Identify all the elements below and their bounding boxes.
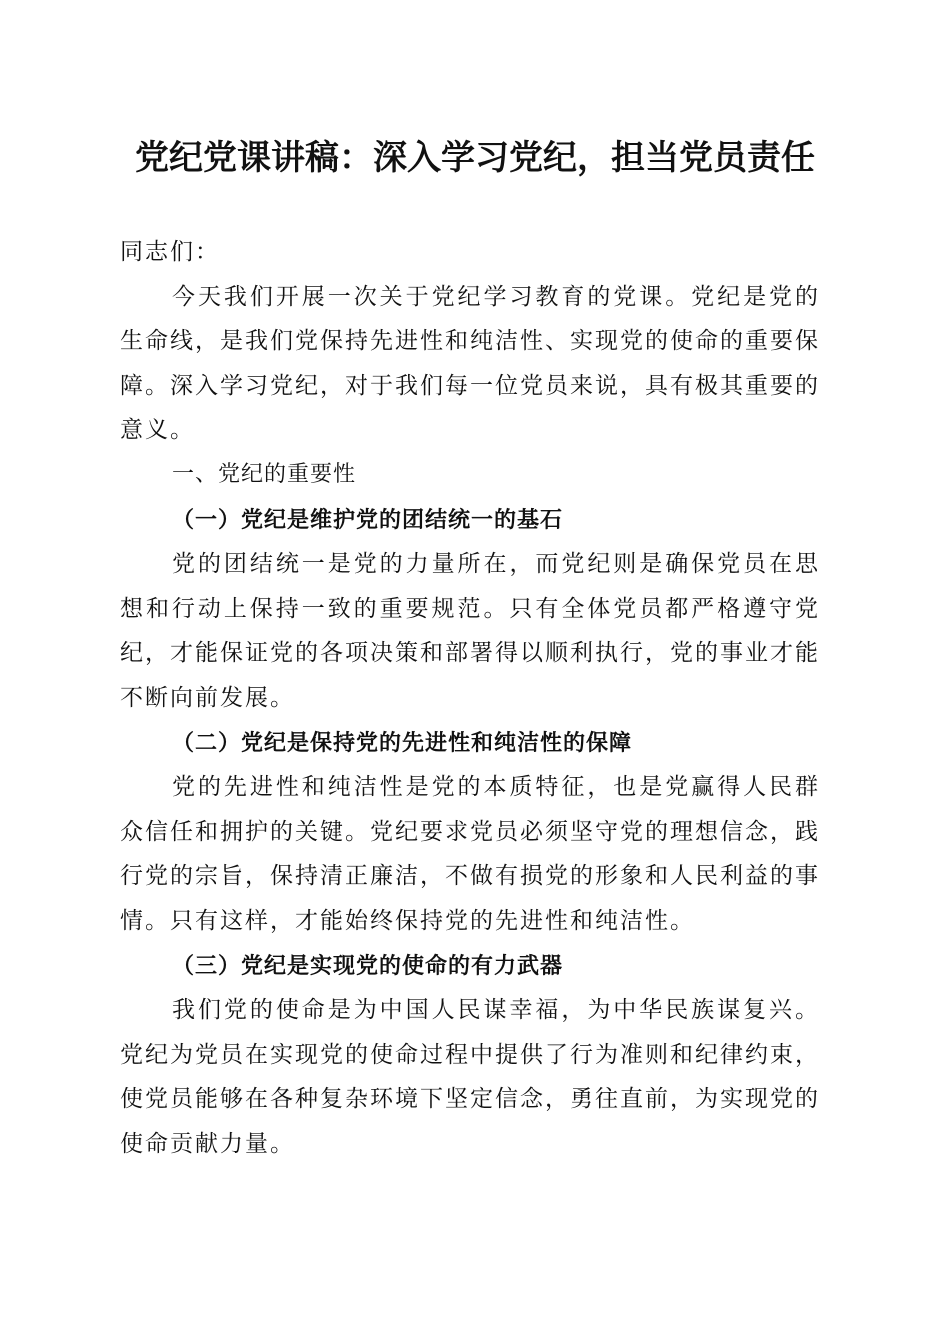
- document-title: 党纪党课讲稿：深入学习党纪，担当党员责任: [135, 138, 815, 178]
- document-body: [120, 230, 820, 1166]
- subsection-3-paragraph: 我们党的使命是为中国人民谋幸福，为中华民族谋复兴。党纪为党员在实现党的使命过程中提供了行为准则和纪律约束，使党员能够在各种复杂环境下坚定信念，勇往直前，为实现党的使命贡献力量。: [120, 997, 820, 1157]
- salutation: 同志们：: [120, 239, 220, 265]
- section-1-heading: 一、党纪的重要性: [172, 461, 357, 487]
- subsection-2-heading: （二）党纪是保持党的先进性和纯洁性的保障: [172, 729, 633, 756]
- subsection-3-heading: （三）党纪是实现党的使命的有力武器: [172, 952, 564, 979]
- subsection-1-heading: （一）党纪是维护党的团结统一的基石: [172, 506, 564, 533]
- subsection-1-paragraph: 党的团结统一是党的力量所在，而党纪则是确保党员在思想和行动上保持一致的重要规范。只有全体党员都严格遵守党纪，才能保证党的各项决策和部署得以顺利执行，党的事业才能不断向前发展。: [120, 551, 820, 711]
- intro-paragraph: 今天我们开展一次关于党纪学习教育的党课。党纪是党的生命线，是我们党保持先进性和纯洁性、实现党的使命的重要保障。深入学习党纪，对于我们每一位党员来说，具有极其重要的意义。: [120, 283, 820, 444]
- subsection-2-paragraph: 党的先进性和纯洁性是党的本质特征，也是党赢得人民群众信任和拥护的关键。党纪要求党员必须坚守党的理想信念，践行党的宗旨，保持清正廉洁，不做有损党的形象和人民利益的事情。只有这样，才能始终保持党的先进性和纯洁性。: [120, 774, 820, 934]
